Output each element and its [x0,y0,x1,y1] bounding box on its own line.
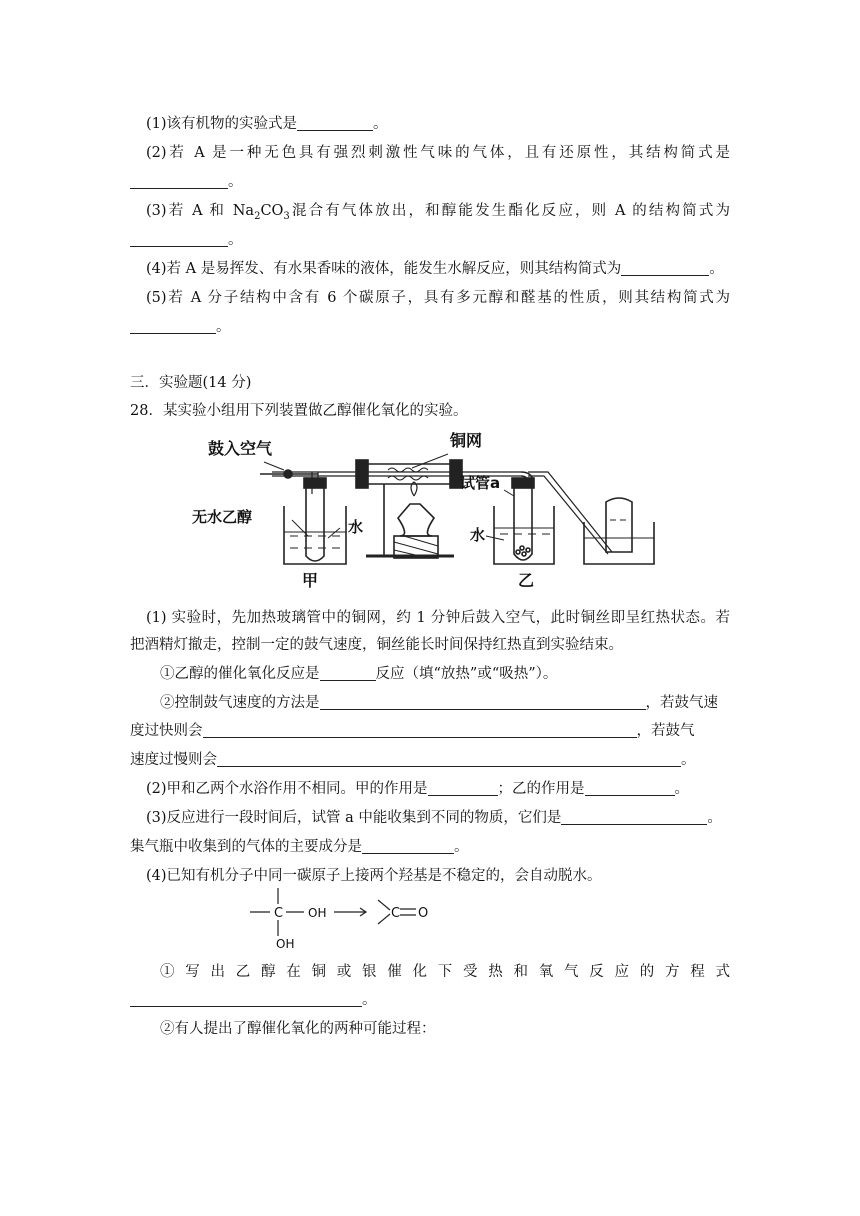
answer-blank [320,665,376,681]
apparatus-figure [188,424,668,592]
q28-2: (2)甲和乙两个水浴作用不相同。甲的作用是 ；乙的作用是 。 [146,781,690,797]
formula-oxygen: O [418,906,429,921]
label-copper-mesh: 铜网 [450,431,483,450]
q-3-line1: (3)若 A 和 $Na_2CO_3$混合有气体放出，和醇能发生酯化反应，则 A 的结构简式为 [146,203,730,222]
q-5-line1: (5)若 A 分子结构中含有 6 个碳原子，具有多元醇和醛基的性质，则其结构简式为 [146,290,730,306]
answer-blank [203,722,637,738]
q28-1-sub2-line3: 速度过慢则会 。 [130,752,696,768]
answer-blank [130,991,362,1007]
section-title: 三．实验题(14 分) [130,375,252,391]
label-jia: 甲 [302,571,319,590]
formula-carbon: C [274,906,284,921]
label-water-yi: 水 [470,526,486,544]
q28-4-sub1-line1: ① 写 出 乙 醇 在 铜 或 银 催 化 下 受 热 和 氧 气 反 应 的 方 程 式 [160,964,730,980]
q28-4-sub2: ②有人提出了醇催化氧化的两种可能过程： [160,1021,436,1037]
answer-blank [130,318,216,334]
answer-blank [621,260,709,276]
label-ethanol: 无水乙醇 [192,508,253,526]
q-5-line2: 。 [130,317,730,337]
label-water-jia: 水 [348,518,364,536]
q-1: (1)该有机物的实验式是 。 [146,116,388,132]
answer-blank [297,115,373,131]
q28-1-line1: (1) 实验时，先加热玻璃管中的铜网，约 1 分钟后鼓入空气，此时铜丝即呈红热状态。若 [146,610,730,626]
answer-blank [561,809,707,825]
answer-blank [428,780,498,796]
answer-blank [130,231,228,247]
q-3-line2: 。 [130,230,730,250]
answer-blank [585,780,675,796]
q28-3-line2: 集气瓶中收集到的气体的主要成分是 。 [130,839,469,855]
q28-1-sub2: ②控制鼓气速度的方法是 ，若鼓气速 [160,695,718,711]
formula-carbon-2: C [391,906,401,921]
question-28: 28．某实验小组用下列装置做乙醇催化氧化的实验。 [130,403,468,419]
q-2-line2: 。 [130,172,730,192]
label-tube-a: 试管a [460,474,501,492]
q28-4: (4)已知有机分子中同一碳原子上接两个羟基是不稳定的，会自动脱水。 [146,868,602,884]
label-air-in: 鼓入空气 [208,439,273,458]
answer-blank [362,838,454,854]
formula-hydroxyl-1: OH [308,906,327,920]
q28-1-line2: 把酒精灯撤走，控制一定的鼓气速度，铜丝能长时间保持红热直到实验结束。 [130,637,623,653]
dehydration-formula [248,886,448,952]
answer-blank [217,751,681,767]
q-2-line1: (2)若 A 是一种无色具有强烈刺激性气味的气体，且有还原性，其结构简式是 [146,145,730,161]
q-4: (4)若 A 是易挥发、有水果香味的液体，能发生水解反应，则其结构简式为 。 [146,261,724,277]
answer-blank [320,694,646,710]
formula-hydroxyl-2: OH [276,937,295,951]
q28-4-sub1-line2: 。 [130,990,730,1010]
label-yi: 乙 [518,571,535,590]
q28-3-line1: (3)反应进行一段时间后，试管 a 中能收集到不同的物质，它们是 。 [146,810,722,826]
q28-1-sub1: ①乙醇的催化氧化反应是 反应（填“放热”或“吸热”）。 [160,666,558,682]
answer-blank [130,173,228,189]
q28-1-sub2-line2: 度过快则会 ，若鼓气 [130,723,695,739]
